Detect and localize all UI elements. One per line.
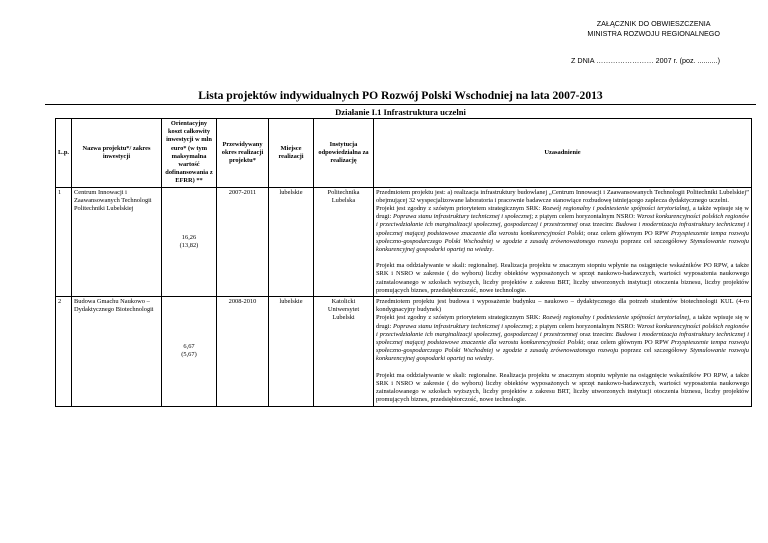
text-span: a także wpisuje się w drugi: bbox=[376, 314, 750, 330]
koszt-value: 16,26 bbox=[181, 233, 197, 241]
text-span: oraz trzecim: bbox=[577, 330, 616, 338]
table-row bbox=[56, 297, 752, 406]
cell-instytucja: Politechnika Lubelska bbox=[314, 187, 374, 296]
cell-lp: 2 bbox=[56, 297, 72, 406]
italic-span: Stymulowanie rozwoju konkurencyjnej gospodarki opartej na wiedzy bbox=[376, 347, 749, 363]
italic-span: Przyspieszenie tempa rozwoju społeczno-gospodarczego Polski Wschodniej w zgodzie z zasadą zrównoważonego rozwoju bbox=[376, 339, 749, 355]
uzasadnienie-paragraph-3: Projekt ma oddziaływanie w skali: regionalnej. Realizacja projektu w znacznym stopniu wpłynie na osiągnięcie wskaźników PO RPW, a także SRK i NSRO w zakresie ( do wyboru) liczby obiektów wyposażonych w sprzęt naukowo-badawczych, wartości wyposażenia naukowego zainstalowanego w szkołach wyższych, liczby projektów z zakresu BRT, liczby utworzonych instytucji otoczenia biznesu, liczby projektów promujących biznes, przedsiębiorczość, nowe technologie. bbox=[376, 262, 749, 294]
document-header bbox=[587, 19, 720, 38]
cell-okres: 2008-2010 bbox=[217, 297, 269, 406]
italic-span: Budowa i modernizacja infrastruktury technicznej i społecznej mającej podstawowe znaczenie dla wzrostu konkurencyjności Polski bbox=[376, 221, 749, 237]
uzasadnienie-paragraph-3: Projekt ma oddziaływanie w skali: regionalne. Realizacja projektu w znacznym stopniu wpłynie na osiągnięcie wskaźników PO RPW, a także SRK i NSRO w zakresie ( do wyboru) liczby obiektów wyposażonych w sprzęt naukowo-badawczych, wartości wyposażenia naukowego zainstalowanego w szkołach wyższych, liczby projektów z zakresu BRT, liczby utworzonych instytucji otoczenia biznesu, liczby projektów promujących biznes, przedsiębiorczość, nowe technologie. bbox=[376, 371, 749, 404]
table-header-row bbox=[56, 119, 752, 188]
cell-nazwa: Budowa Gmachu Naukowo – Dydaktycznego Biotechnologii bbox=[72, 297, 162, 406]
text-span: ; oraz celem głównym PO RPW bbox=[583, 339, 671, 347]
col-header-miejsce: Miejsce realizacji bbox=[269, 119, 314, 188]
text-span: poprzez cel szczegółowy bbox=[618, 347, 690, 355]
col-header-koszt: Orientacyjny koszt całkowity inwestycji w mln euro* (w tym maksymalna wartość dofinansowania z EFRR) ** bbox=[162, 119, 217, 188]
italic-span: Budowa i modernizacja infrastruktury technicznej i społecznej mającej podstawowe znaczenie dla wzrostu konkurencyjności Polski bbox=[376, 330, 749, 347]
koszt-value: 6,67 bbox=[183, 343, 195, 351]
koszt-efrr-value: (13,82) bbox=[179, 241, 199, 249]
cell-instytucja: Katolicki Uniwersytet Lubelski bbox=[314, 297, 374, 406]
uzasadnienie-paragraph-1: Przedmiotem projektu jest: a) realizacja infrastruktury budowlanej „Centrum Innowacji i Zaawansowanych Technologii Politechniki Lubelskiej” obejmującej 32 wyspecjalizowane laboratoria i pracownie badawcze stanowiące rozbudowę istniejącego zaplecza dydaktycznego uczelni. bbox=[376, 188, 749, 204]
uzasadnienie-paragraph-2 bbox=[376, 314, 749, 363]
col-header-nazwa: Nazwa projektu*/ zakres inwestycji bbox=[72, 119, 162, 188]
col-header-okres: Przewidywany okres realizacji projektu* bbox=[217, 119, 269, 188]
text-span: Projekt jest zgodny z szóstym priorytetem strategicznym SRK: bbox=[376, 205, 543, 213]
date-line: Z DNIA …………………… 2007 r. (poz. ..........) bbox=[571, 56, 720, 65]
uzasadnienie-paragraph-2 bbox=[376, 205, 749, 254]
cell-uzasadnienie bbox=[374, 297, 752, 406]
koszt-efrr-value: (5,67) bbox=[181, 351, 197, 359]
text-span: Projekt jest zgodny z szóstym priorytetem strategicznym SRK: bbox=[376, 314, 543, 322]
cell-uzasadnienie bbox=[374, 187, 752, 296]
italic-span: Przyspieszenie tempa rozwoju społeczno-gospodarczego Polski Wschodniej w zgodzie z zasadą zrównoważonego rozwoju bbox=[376, 229, 749, 245]
cell-miejsce: lubelskie bbox=[269, 297, 314, 406]
text-span: oraz trzecim: bbox=[577, 221, 616, 229]
col-header-uzasadnienie: Uzasadnienie bbox=[374, 119, 752, 188]
italic-span: Wzrost konkurencyjności polskich regionów i przeciwdziałanie ich marginalizacji społecznej, gospodarczej i przestrzennej bbox=[376, 322, 749, 338]
col-header-lp: L.p. bbox=[56, 119, 72, 188]
text-span: a także wpisuje się w drugi: bbox=[376, 205, 750, 221]
cell-koszt bbox=[162, 187, 217, 296]
cell-koszt bbox=[162, 297, 217, 406]
cell-miejsce: lubelskie bbox=[269, 187, 314, 296]
text-span: ; z piątym celem horyzontalnym NSRO: bbox=[531, 322, 637, 330]
document-subtitle: Działanie I.1 Infrastruktura uczelni bbox=[335, 107, 466, 117]
header-line-2: MINISTRA ROZWOJU REGIONALNEGO bbox=[587, 28, 720, 38]
italic-span: Rozwój regionalny i podniesienie spójności terytorialnej, bbox=[542, 314, 691, 322]
cell-lp: 1 bbox=[56, 187, 72, 296]
projects-table bbox=[55, 118, 752, 407]
text-span: poprzez cel szczegółowy bbox=[618, 237, 690, 245]
italic-span: Rozwój regionalny i podniesienie spójności terytorialnej, bbox=[542, 205, 691, 213]
col-header-instytucja: Instytucja odpowiedzialna za realizację bbox=[314, 119, 374, 188]
italic-span: Stymulowanie rozwoju konkurencyjnej gospodarki opartej na wiedzy bbox=[376, 237, 749, 254]
uzasadnienie-paragraph-1: Przedmiotem projektu jest budowa i wyposażenie budynku – naukowo – dydaktycznego dla potrzeb studentów biotechnologii KUL (4-ro kondygnacyjny budynek) bbox=[376, 298, 749, 314]
text-span: ; oraz celem głównym PO RPW bbox=[583, 229, 671, 237]
text-span: . bbox=[492, 355, 494, 363]
header-line-1: ZAŁĄCZNIK DO OBWIESZCZENIA bbox=[596, 19, 711, 28]
table-row bbox=[56, 187, 752, 296]
cell-nazwa: Centrum Innowacji i Zaawansowanych Technologii Politechniki Lubelskiej bbox=[72, 187, 162, 296]
italic-span: Wzrost konkurencyjności polskich regionów i przeciwdziałanie ich marginalizacji społecznej, gospodarczej i przestrzennej bbox=[376, 213, 749, 229]
document-title: Lista projektów indywidualnych PO Rozwój Polski Wschodniej na lata 2007-2013 bbox=[45, 89, 756, 105]
text-span: ; z piątym celem horyzontalnym NSRO: bbox=[531, 213, 637, 221]
italic-span: Poprawa stanu infrastruktury technicznej i społecznej bbox=[392, 322, 532, 330]
text-span: . bbox=[492, 246, 494, 254]
cell-okres: 2007-2011 bbox=[217, 187, 269, 296]
italic-span: Poprawa stanu infrastruktury technicznej i społecznej bbox=[392, 213, 532, 221]
